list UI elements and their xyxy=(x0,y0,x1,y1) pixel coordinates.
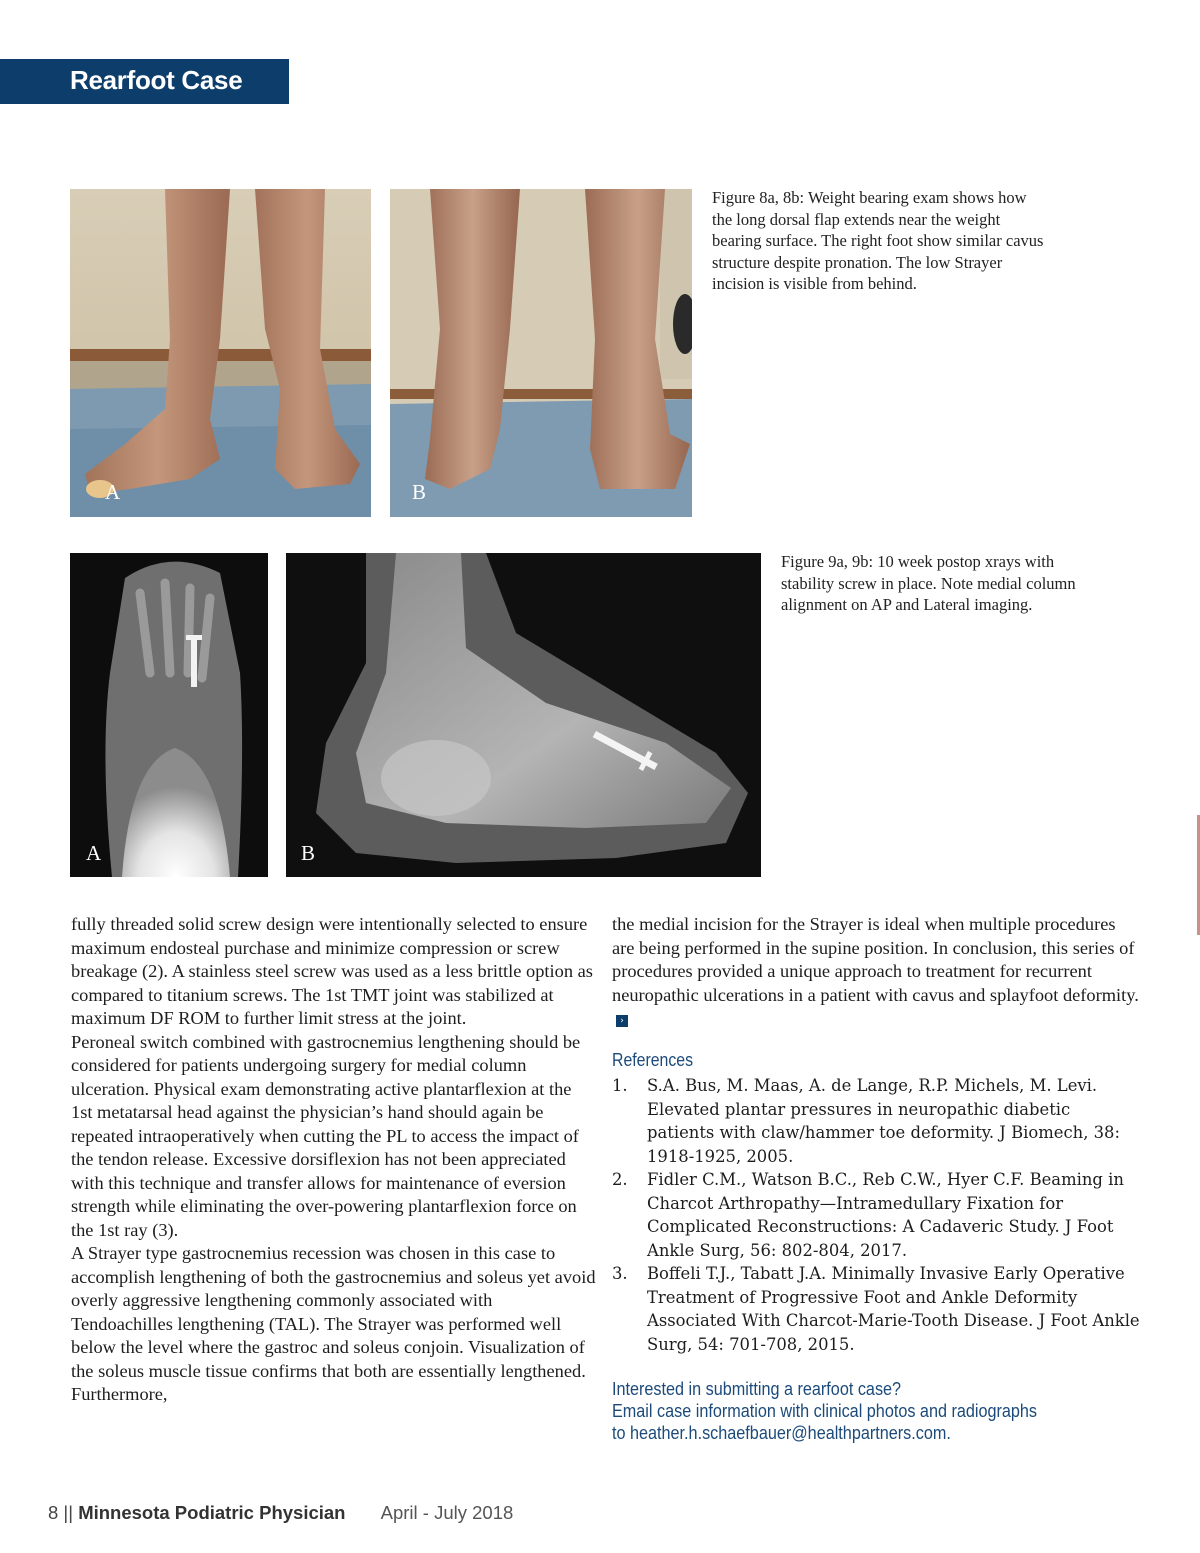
reference-item xyxy=(612,1262,1142,1356)
figure-8-caption: Figure 8a, 8b: Weight bearing exam shows how the long dorsal flap extends near the weight bearing surface. The right foot show similar cavus structure despite pronation. The low Strayer incision is visible from behind. xyxy=(712,188,1044,294)
left-column xyxy=(71,913,596,1407)
reference-item xyxy=(612,1168,1142,1262)
left-paragraph-2: Peroneal switch combined with gastrocnemius lengthening should be considered for patients undergoing surgery for medial column ulceration. Physical exam demonstrating active plantarflexion at the 1st metatarsal head against the physician’s hand should again be repeated intraoperatively when cutting the PL to access the impact of the tendon release. Excessive dorsiflexion has not been appreciated with this technique and transfer allows for maintenance of eversion strength while eliminating the over-powering plantarflexion force on the 1st ray (3). xyxy=(71,1031,581,1240)
figure-9b-xray xyxy=(286,553,761,877)
right-paragraph-1 xyxy=(612,913,1140,1031)
figure-8b-photo xyxy=(390,189,692,517)
page-footer xyxy=(48,1502,513,1524)
reference-number: 2. xyxy=(612,1170,628,1189)
figure-8b-label: B xyxy=(412,480,427,504)
article-end-icon: › xyxy=(616,1015,628,1027)
figure-9a-xray xyxy=(70,553,268,877)
left-paragraph-1: fully threaded solid screw design were intentionally selected to ensure maximum endosteal purchase and minimize compression or screw breakage (2). A stainless steel screw was used as a less brittle option as compared to titanium screws. The 1st TMT joint was stabilized at maximum DF ROM to further limit stress at the joint. xyxy=(71,914,593,1028)
references-list xyxy=(612,1074,1142,1356)
reference-number: 1. xyxy=(612,1076,628,1095)
right-paragraph-1-text: the medial incision for the Strayer is ideal when multiple procedures are being performed in the supine position. In conclusion, this series of procedures provided a unique approach to treatment for recurrent neuropathic ulcerations in a patient with cavus and splayfoot deformity. xyxy=(612,914,1139,1005)
references-heading: References xyxy=(612,1050,694,1070)
figure-8a-photo xyxy=(70,189,371,517)
callout-email-link[interactable]: to heather.h.schaefbauer@healthpartners.com. xyxy=(612,1423,951,1443)
page-number: 8 || xyxy=(48,1502,74,1523)
figure-8a-label: A xyxy=(105,480,121,504)
submission-callout xyxy=(612,1378,1037,1444)
reference-text: Fidler C.M., Watson B.C., Reb C.W., Hyer C.F. Beaming in Charcot Arthropathy—Intramedullary Fixation for Complicated Reconstructions: A Cadaveric Study. J Foot Ankle Surg, 56: 802-804, 2017. xyxy=(647,1170,1124,1260)
reference-number: 3. xyxy=(612,1264,628,1283)
right-column xyxy=(612,913,1140,1031)
figure-9a-label: A xyxy=(86,841,102,865)
callout-line-2: Email case information with clinical photos and radiographs xyxy=(612,1401,1038,1421)
section-title: Rearfoot Case xyxy=(0,59,289,104)
publication-name: Minnesota Podiatric Physician xyxy=(78,1502,346,1523)
reference-text: Boffeli T.J., Tabatt J.A. Minimally Invasive Early Operative Treatment of Progressive Foot and Ankle Deformity Associated With Charcot-Marie-Tooth Disease. J Foot Ankle Surg, 54: 701-708, 2015. xyxy=(647,1264,1140,1354)
figure-9-caption: Figure 9a, 9b: 10 week postop xrays with stability screw in place. Note medial column alignment on AP and Lateral imaging. xyxy=(781,552,1076,615)
figure-9b-label: B xyxy=(301,841,316,865)
reference-text: S.A. Bus, M. Maas, A. de Lange, R.P. Michels, M. Levi. Elevated plantar pressures in neuropathic diabetic patients with claw/hammer toe deformity. J Biomech, 38: 1918-1925, 2005. xyxy=(647,1076,1120,1166)
reference-item xyxy=(612,1074,1142,1168)
issue-date: April - July 2018 xyxy=(380,1502,514,1523)
callout-line-1: Interested in submitting a rearfoot case? xyxy=(612,1379,902,1399)
left-paragraph-3: A Strayer type gastrocnemius recession was chosen in this case to accomplish lengthening of both the gastrocnemius and soleus yet avoid overly aggressive lengthening commonly associated with Tendoachilles lengthening (TAL). The Strayer was performed well below the level where the gastroc and soleus conjoin. Visualization of the soleus muscle tissue confirms that both are essentially lengthened. Furthermore, xyxy=(71,1243,596,1404)
